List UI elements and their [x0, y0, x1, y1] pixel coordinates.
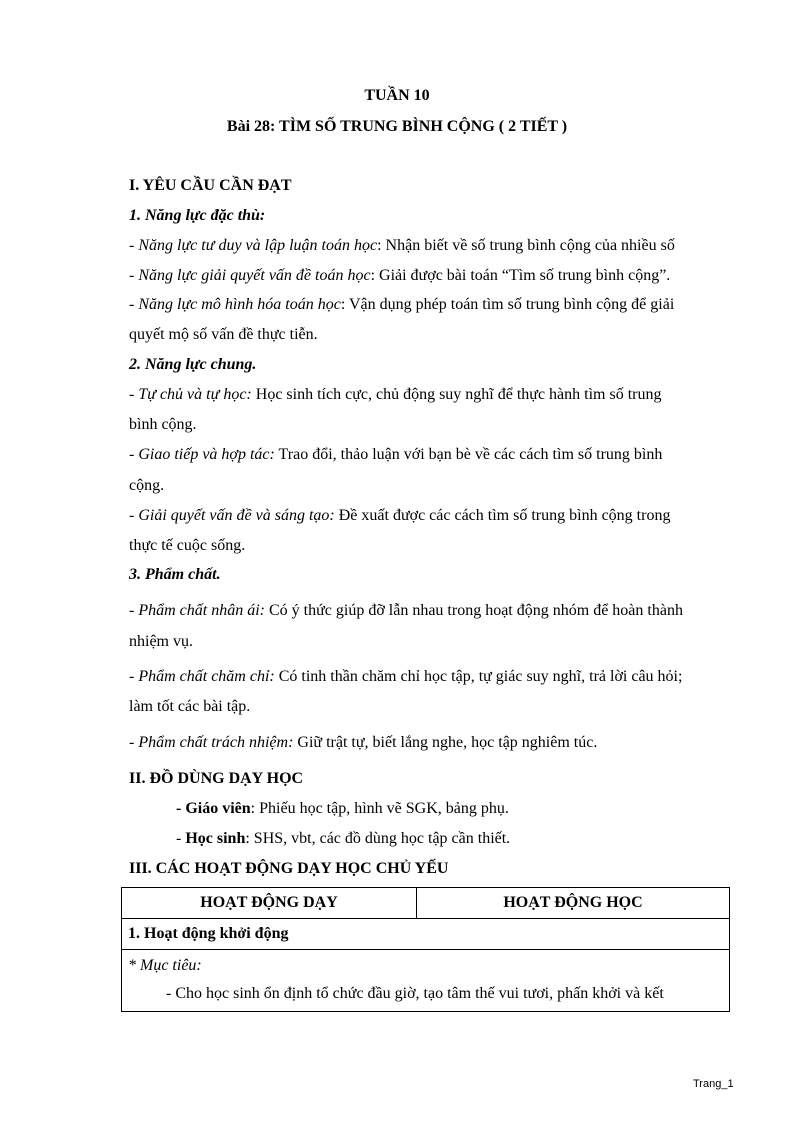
item-text: : Giải được bài toán “Tìm số trung bình cộng”.: [370, 267, 671, 284]
general-item-3-cont: thực tế cuộc sống.: [129, 537, 246, 554]
objective-cell: [122, 950, 730, 1012]
table-row: [122, 950, 730, 1012]
header-learning-activity: HOẠT ĐỘNG HỌC: [417, 888, 730, 919]
general-item-1: [129, 386, 662, 404]
general-item-1-cont: bình cộng.: [129, 416, 197, 433]
page-number: Trang_1: [693, 1078, 734, 1090]
subsection-2-title: 2. Năng lực chung.: [129, 356, 257, 373]
materials-student: [176, 830, 510, 848]
item-label: - Phẩm chất chăm chỉ:: [129, 668, 275, 685]
item-text: : Nhận biết về số trung bình cộng của nhiều số: [377, 237, 675, 254]
item-label: - Năng lực mô hình hóa toán học: [129, 296, 341, 313]
teacher-text: : Phiếu học tập, hình vẽ SGK, bảng phụ.: [250, 800, 509, 817]
activities-table: [121, 887, 730, 1012]
item-text: Học sinh tích cực, chủ động suy nghĩ để thực hành tìm số trung: [251, 386, 662, 403]
table-header-row: [122, 888, 730, 919]
objective-text: - Cho học sinh ổn định tổ chức đầu giờ, tạo tâm thế vui tươi, phấn khởi và kết: [166, 985, 664, 1002]
subsection-3-title: 3. Phẩm chất.: [129, 566, 221, 583]
competency-item-1: [129, 237, 675, 255]
item-text: Có tinh thần chăm chỉ học tập, tự giác suy nghĩ, trả lời câu hỏi;: [274, 668, 683, 685]
objective-label: * Mục tiêu:: [128, 957, 202, 974]
teacher-label: - Giáo viên: [176, 800, 251, 817]
item-text: : Vận dụng phép toán tìm số trung bình cộng để giải: [340, 296, 675, 313]
item-text: Có ý thức giúp đỡ lẫn nhau trong hoạt động nhóm để hoàn thành: [264, 602, 683, 619]
general-item-2: [129, 446, 662, 464]
item-label: - Phẩm chất nhân ái:: [129, 602, 265, 619]
competency-item-2: [129, 267, 670, 285]
item-label: - Giao tiếp và hợp tác:: [129, 446, 275, 463]
item-label: - Giải quyết vấn đề và sáng tạo:: [129, 507, 335, 524]
general-item-3: [129, 507, 670, 525]
student-prefix: -: [176, 830, 186, 847]
quality-item-2-cont: làm tốt các bài tập.: [129, 698, 251, 715]
item-label: - Năng lực giải quyết vấn đề toán học: [129, 267, 371, 284]
materials-teacher: [176, 800, 509, 818]
table-row: [122, 919, 730, 950]
general-item-2-cont: cộng.: [129, 477, 165, 494]
item-text: Trao đổi, thảo luận với bạn bè về các cách tìm số trung bình: [274, 446, 663, 463]
section-3-title: III. CÁC HOẠT ĐỘNG DẠY HỌC CHỦ YẾU: [129, 860, 449, 877]
item-label: - Năng lực tư duy và lập luận toán học: [129, 237, 378, 254]
quality-item-2: [129, 668, 682, 686]
item-text: Đề xuất được các cách tìm số trung bình cộng trong: [334, 507, 671, 524]
item-label: - Phẩm chất trách nhiệm:: [129, 734, 294, 751]
quality-item-3: [129, 734, 597, 752]
item-label: - Tự chủ và tự học:: [129, 386, 252, 403]
startup-activity-heading: 1. Hoạt động khởi động: [122, 919, 730, 950]
competency-item-3: [129, 296, 674, 314]
student-text: : SHS, vbt, các đồ dùng học tập cần thiết.: [245, 830, 511, 847]
quality-item-1-cont: nhiệm vụ.: [129, 633, 193, 650]
subsection-1-title: 1. Năng lực đặc thù:: [129, 207, 266, 224]
section-1-title: I. YÊU CẦU CẦN ĐẠT: [129, 177, 292, 194]
competency-item-3-cont: quyết mộ số vấn đề thực tiễn.: [129, 326, 318, 343]
lesson-title: Bài 28: TÌM SỐ TRUNG BÌNH CỘNG ( 2 TIẾT ): [226, 118, 568, 135]
header-teaching-activity: HOẠT ĐỘNG DẠY: [122, 888, 417, 919]
week-heading: TUẦN 10: [364, 87, 430, 104]
student-label: Học sinh: [185, 830, 246, 847]
quality-item-1: [129, 602, 683, 620]
item-text: Giữ trật tự, biết lắng nghe, học tập nghiêm túc.: [293, 734, 598, 751]
section-2-title: II. ĐỒ DÙNG DẠY HỌC: [129, 770, 304, 787]
